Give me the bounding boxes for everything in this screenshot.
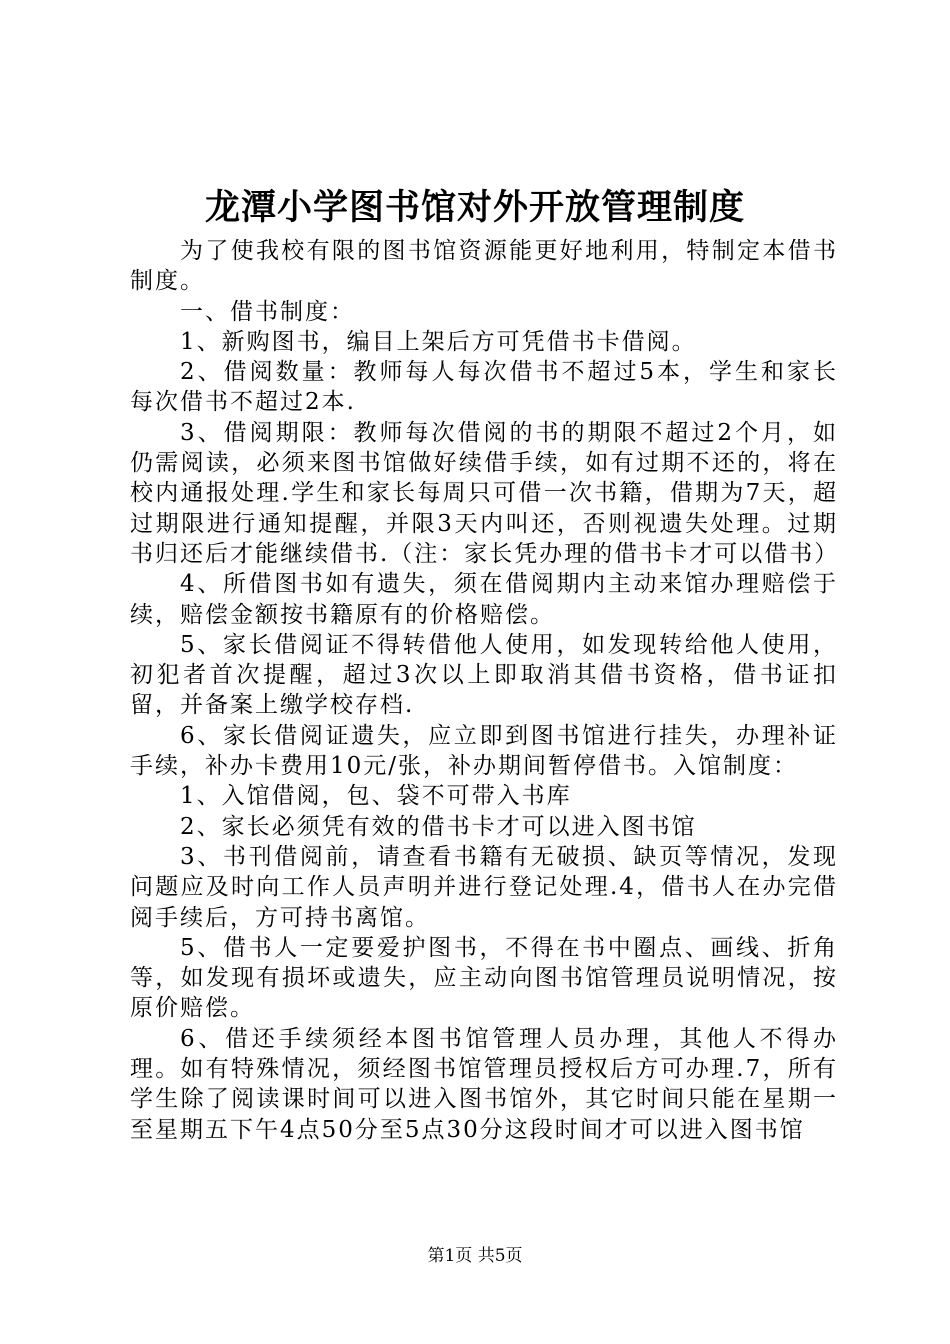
paragraph-rule: 2、家长必须凭有效的借书卡才可以进入图书馆 bbox=[180, 813, 697, 840]
paragraph-rule: 6、借还手续须经本图书馆管理人员办理，其他人不得办理。如有特殊情况，须经图书馆管理员授权后方可办理.7，所有学生除了阅读课时间可以进入图书馆外，其它时间只能在星期一至星期五下午4点50分至5点30分这段时间才可以进入图书馆 bbox=[130, 1025, 838, 1143]
paragraph-rule: 1、入馆借阅，包、袋不可带入书库 bbox=[180, 783, 572, 810]
document-title: 龙潭小学图书馆对外开放管理制度 bbox=[204, 187, 745, 228]
paragraph-section-borrowing: 一、借书制度： bbox=[180, 298, 355, 325]
paragraph-intro: 为了使我校有限的图书馆资源能更好地利用，特制定本借书制度。 bbox=[130, 238, 838, 295]
paragraph-rule: 1、新购图书，编目上架后方可凭借书卡借阅。 bbox=[180, 328, 697, 355]
page-footer: 第1页 共5页 bbox=[427, 1246, 523, 1266]
paragraph-rule: 3、借阅期限：教师每次借阅的书的期限不超过2个月，如仍需阅读，必须来图书馆做好续借手续，如有过期不还的，将在校内通报处理.学生和家长每周只可借一次书籍，借期为7天，超过期限进行通知提醒，并限3天内叫还，否则视遗失处理。过期书归还后才能继续借书.（注：家长凭办理的借书卡才可以借书） bbox=[130, 419, 840, 567]
paragraph-rule: 6、家长借阅证遗失，应立即到图书馆进行挂失，办理补证手续，补办卡费用10元/张，补办期间暂停借书。入馆制度： bbox=[130, 722, 838, 780]
paragraph-rule: 3、书刊借阅前，请查看书籍有无破损、缺页等情况，发现问题应及时向工作人员声明并进行登记处理.4，借书人在办完借阅手续后，方可持书离馆。 bbox=[130, 843, 838, 931]
document-body bbox=[130, 236, 838, 1145]
paragraph-rule: 2、借阅数量：教师每人每次借书不超过5本，学生和家长每次借书不超过2本. bbox=[130, 359, 838, 416]
paragraph-rule: 5、家长借阅证不得转借他人使用，如发现转给他人使用，初犯者首次提醒，超过3次以上即取消其借书资格，借书证扣留，并备案上缴学校存档. bbox=[130, 631, 838, 719]
paragraph-rule: 5、借书人一定要爱护图书，不得在书中圈点、画线、折角等，如发现有损坏或遗失，应主动向图书馆管理员说明情况，按原价赔偿。 bbox=[130, 934, 838, 1022]
paragraph-rule: 4、所借图书如有遗失，须在借阅期内主动来馆办理赔偿于续，赔偿金额按书籍原有的价格赔偿。 bbox=[130, 571, 838, 628]
